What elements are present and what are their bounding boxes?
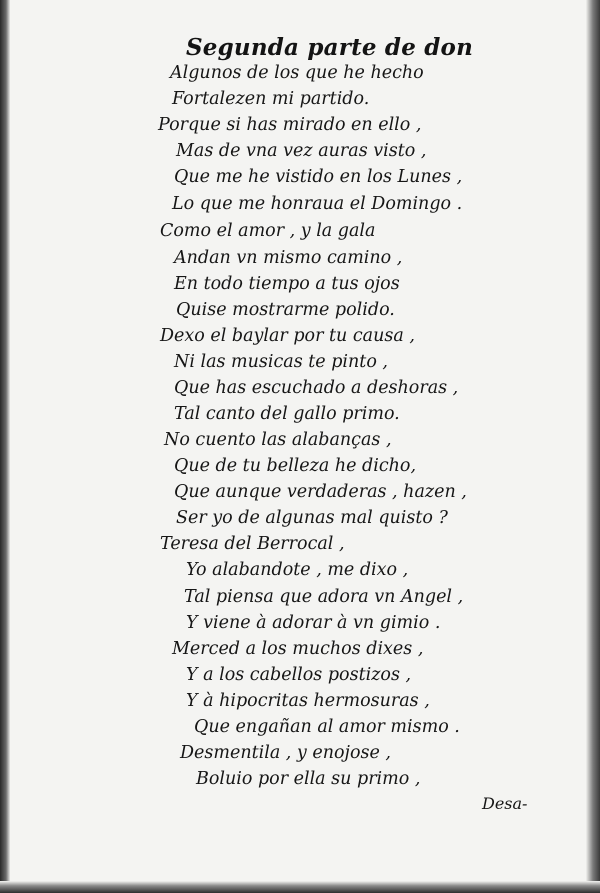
verse-line-24: Y a los cabellos postizos , <box>186 665 412 685</box>
verse-line-6: Lo que me honraua el Domingo . <box>172 194 463 214</box>
running-header: Segunda parte de don <box>186 34 473 61</box>
verse-line-8: Andan vn mismo camino , <box>174 248 403 268</box>
verse-line-17: Que aunque verdaderas , hazen , <box>174 482 467 502</box>
verse-line-23: Merced a los muchos dixes , <box>172 639 424 659</box>
verse-line-1: Algunos de los que he hecho <box>170 63 424 83</box>
verse-line-25: Y à hipocritas hermosuras , <box>186 691 430 711</box>
verse-line-16: Que de tu belleza he dicho, <box>174 456 417 476</box>
verse-line-13: Que has escuchado a deshoras , <box>174 378 459 398</box>
verse-line-14: Tal canto del gallo primo. <box>174 404 400 424</box>
page-gutter-shadow <box>0 0 10 893</box>
page-edge-bottom <box>0 881 600 893</box>
verse-line-21: Tal piensa que adora vn Angel , <box>184 587 464 607</box>
verse-line-15: No cuento las alabanças , <box>164 430 392 450</box>
verse-line-11: Dexo el baylar por tu causa , <box>160 326 415 346</box>
verse-line-2: Fortalezen mi partido. <box>172 89 370 109</box>
verse-line-26: Que engañan al amor mismo . <box>194 717 460 737</box>
verse-line-22: Y viene à adorar à vn gimio . <box>186 613 441 633</box>
verse-line-18: Ser yo de algunas mal quisto ? <box>176 508 448 528</box>
verse-line-7: Como el amor , y la gala <box>160 221 376 241</box>
verse-line-5: Que me he vistido en los Lunes , <box>174 167 463 187</box>
verse-line-27: Desmentila , y enojose , <box>180 743 391 763</box>
page-edge-right <box>586 0 600 893</box>
verse-line-20: Yo alabandote , me dixo , <box>186 560 409 580</box>
verse-line-19: Teresa del Berrocal , <box>160 534 345 554</box>
catchword: Desa- <box>482 794 528 813</box>
verse-line-28: Boluio por ella su primo , <box>196 769 421 789</box>
verse-line-10: Quise mostrarme polido. <box>176 300 395 320</box>
verse-line-12: Ni las musicas te pinto , <box>174 352 388 372</box>
verse-line-4: Mas de vna vez auras visto , <box>176 141 427 161</box>
verse-line-9: En todo tiempo a tus ojos <box>174 274 400 294</box>
verse-line-3: Porque si has mirado en ello , <box>158 115 422 135</box>
